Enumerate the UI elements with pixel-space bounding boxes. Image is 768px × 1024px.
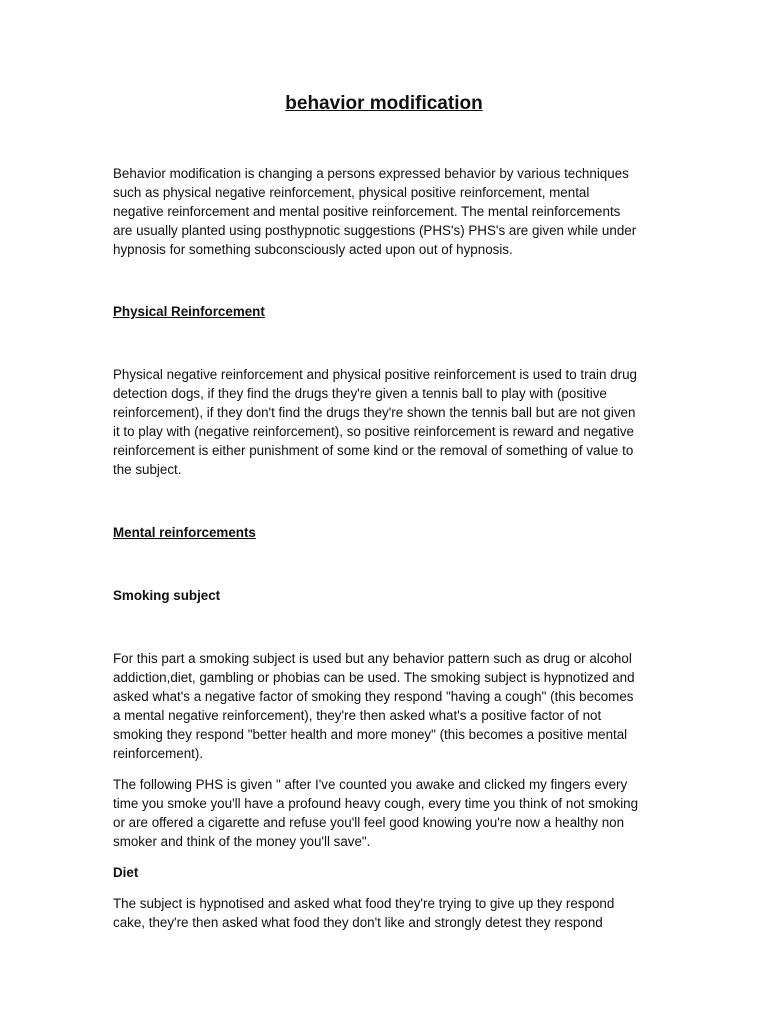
physical-reinforcement-heading: Physical Reinforcement bbox=[113, 304, 265, 319]
smoking-subject-heading: Smoking subject bbox=[113, 588, 221, 603]
diet-heading: Diet bbox=[113, 865, 139, 880]
smoking-paragraph-2: The following PHS is given " after I've counted you awake and clicked my fingers every time you smoke you'll have a profound heavy cough, every time you think of not smoking or are offered a cigarette and refuse you'll feel good knowing you're now a healthy non smoker and think of the money you'll save". bbox=[113, 777, 639, 849]
smoking-paragraph-1: For this part a smoking subject is used but any behavior pattern such as drug or alcohol addiction,diet, gambling or phobias can be used. The smoking subject is hypnotized and asked what's a negative factor of smoking they respond "having a cough" (this becomes a mental negative reinforcement), they're then asked what's a positive factor of not smoking they respond "better health and more money" (this becomes a positive mental reinforcement). bbox=[113, 651, 635, 761]
intro-paragraph: Behavior modification is changing a persons expressed behavior by various techniques such as physical negative reinforcement, physical positive reinforcement, mental negative reinforcement and mental positive reinforcement. The mental reinforcements are usually planted using posthypnotic suggestions (PHS's) PHS's are given while under hypnosis for something subconsciously acted upon out of hypnosis. bbox=[113, 166, 637, 257]
diet-paragraph: The subject is hypnotised and asked what food they're trying to give up they respond cake, they're then asked what food they don't like and strongly detest they respond bbox=[113, 896, 615, 930]
mental-reinforcements-heading: Mental reinforcements bbox=[113, 525, 256, 540]
physical-reinforcement-paragraph: Physical negative reinforcement and physical positive reinforcement is used to train drug detection dogs, if they find the drugs they're given a tennis ball to play with (positive reinforcement), if they don't find the drugs they're shown the tennis ball but are not given it to play with (negative reinforcement), so positive reinforcement is reward and negative reinforcement is either punishment of some kind or the removal of something of value to the subject. bbox=[113, 367, 637, 477]
document-title: behavior modification bbox=[285, 93, 483, 114]
